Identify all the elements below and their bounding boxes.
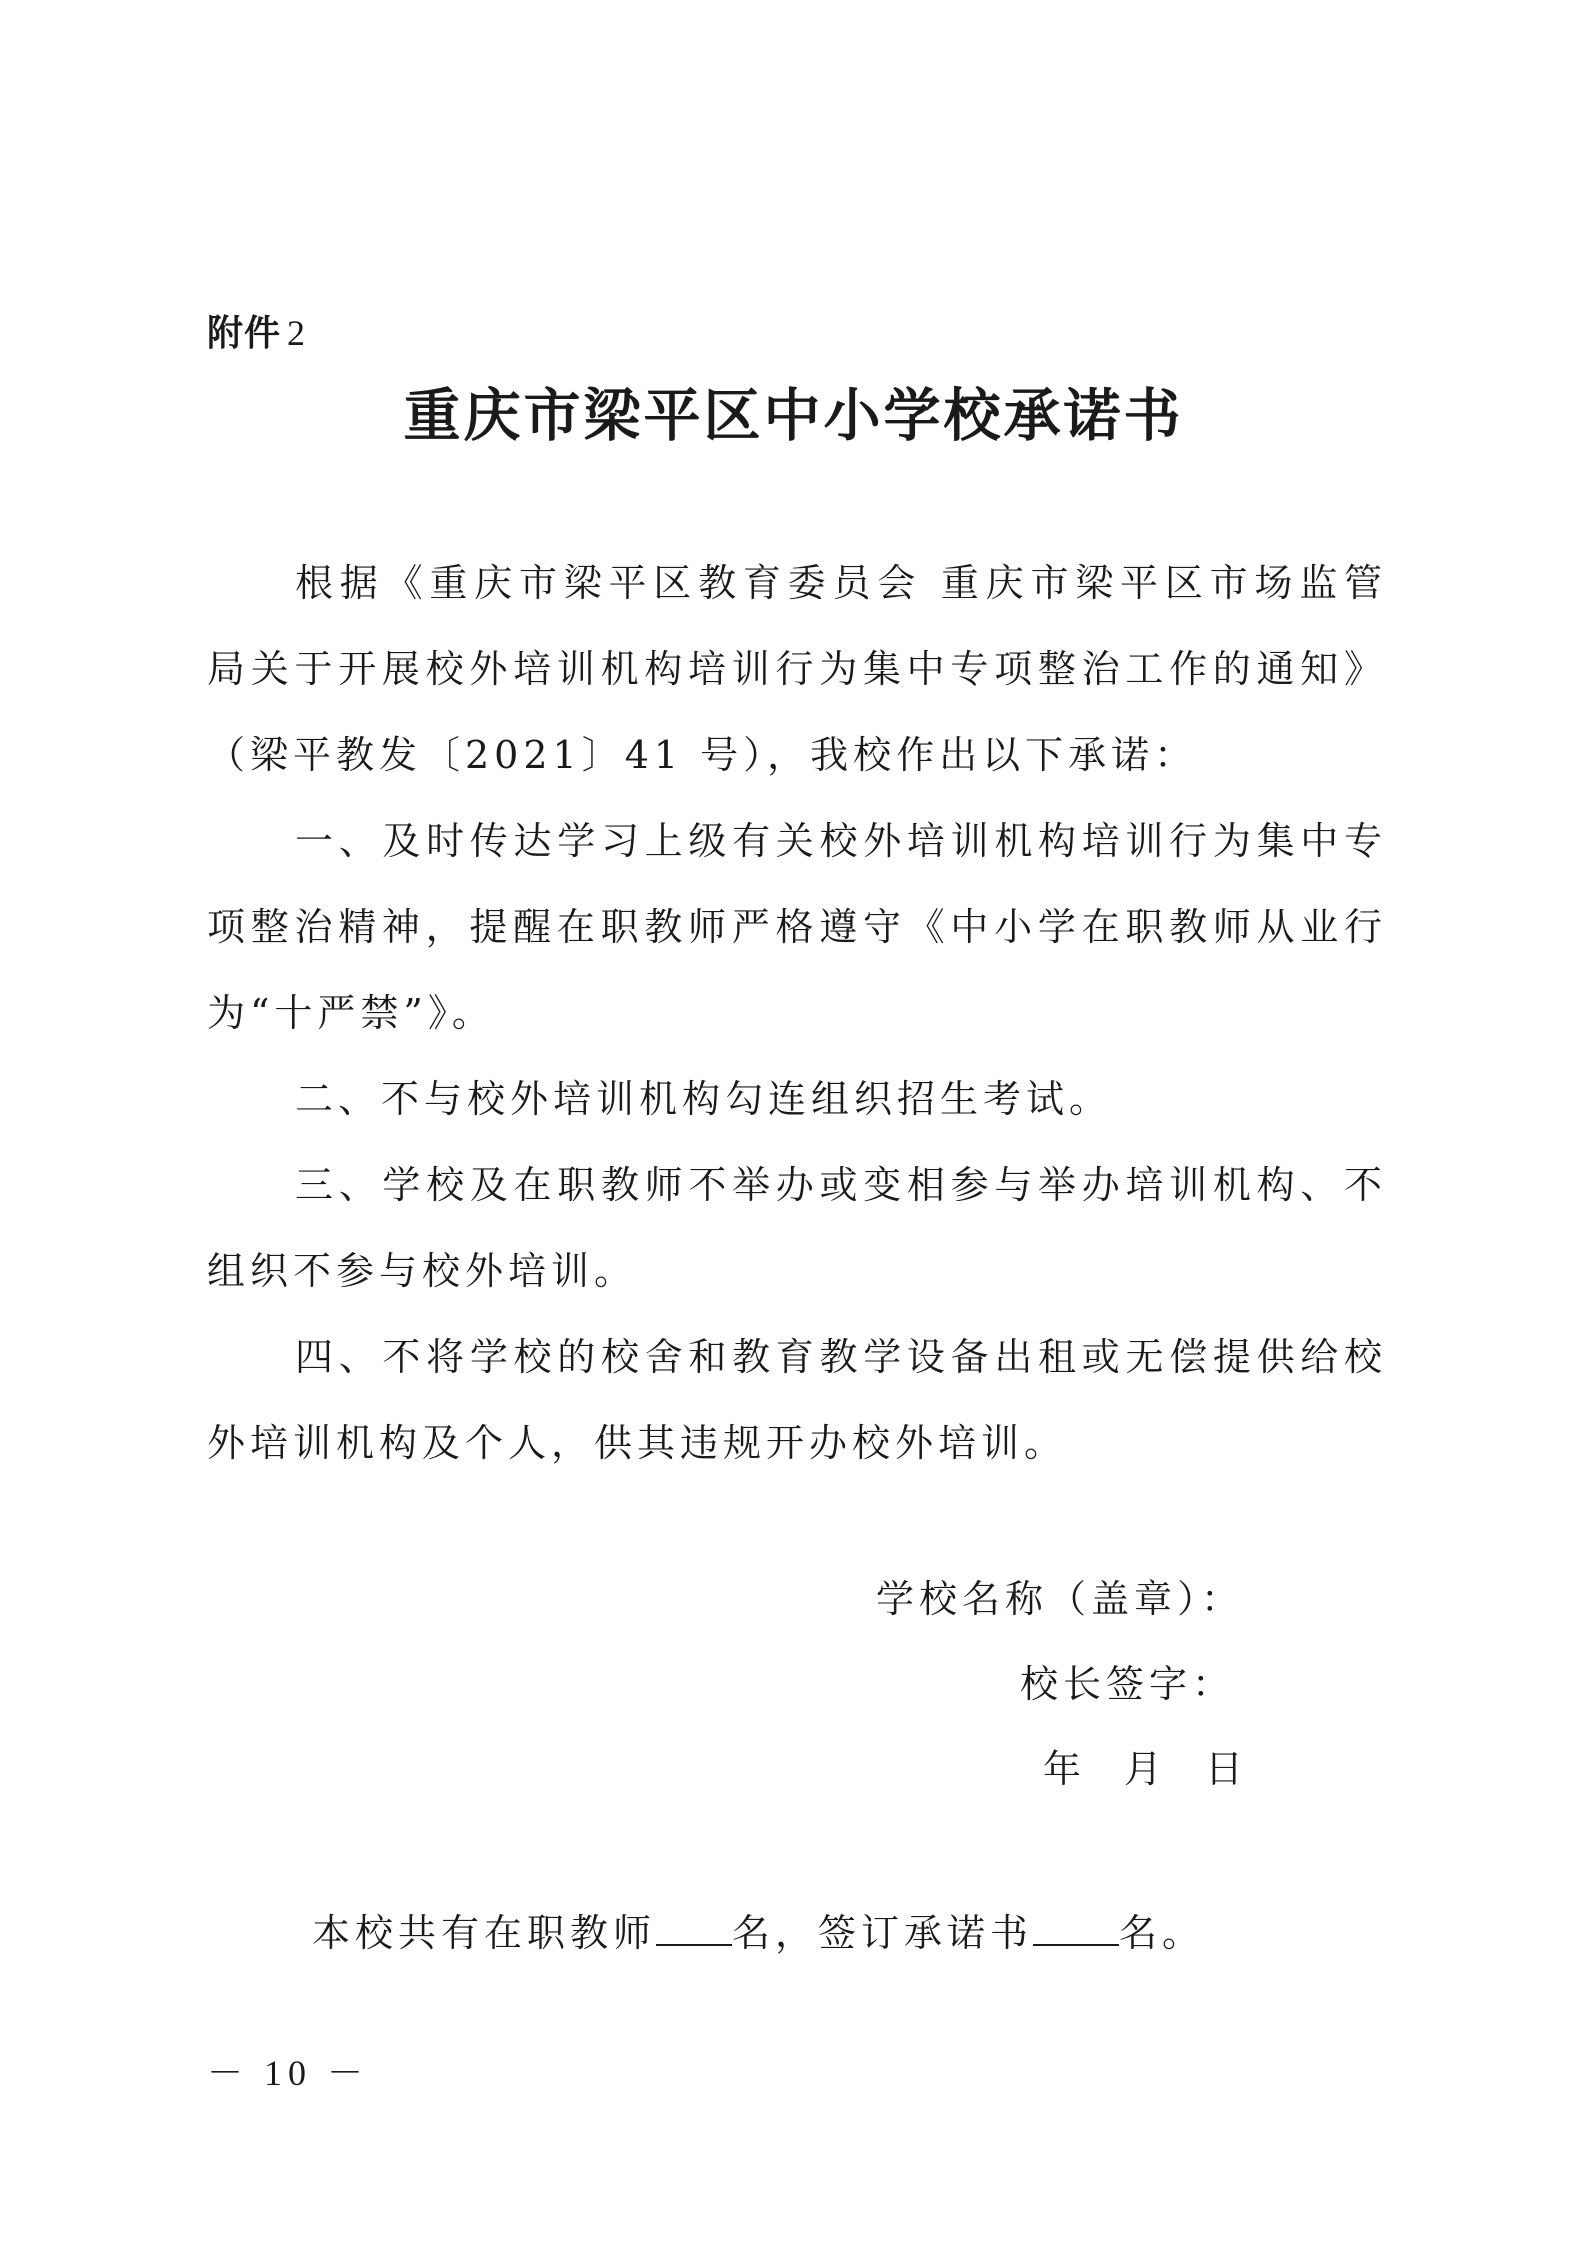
document-title: 重庆市梁平区中小学校承诺书: [403, 382, 1184, 449]
count-text-2: 名，签订承诺书: [732, 1911, 1034, 1955]
attachment-label: [207, 305, 306, 356]
teacher-count-line: [312, 1902, 1205, 1957]
intro-paragraph: 根据《重庆市梁平区教育委员会 重庆市梁平区市场监管局关于开展校外培训机构培训行为集中专项整治工作的通知》（梁平教发〔2021〕41 号），我校作出以下承诺：: [207, 561, 1387, 777]
count-text-3: 名。: [1119, 1911, 1206, 1955]
day-label: 日: [1205, 1747, 1249, 1791]
school-name-field: 学校名称（盖章）：: [876, 1577, 1245, 1621]
teacher-count-blank: [656, 1914, 732, 1946]
commitment-4: 四、不将学校的校舍和教育教学设备出租或无偿提供给校外培训机构及个人，供其违规开办校外培训。: [207, 1335, 1387, 1465]
date-field: [1043, 1738, 1286, 1793]
count-text-1: 本校共有在职教师: [312, 1911, 657, 1955]
commitment-3: 三、学校及在职教师不举办或变相参与举办培训机构、不组织不参与校外培训。: [207, 1163, 1387, 1293]
signed-count-blank: [1033, 1914, 1119, 1946]
attachment-text: 附件: [207, 313, 282, 354]
year-label: 年: [1043, 1747, 1087, 1791]
commitment-1: 一、及时传达学习上级有关校外培训机构培训行为集中专项整治精神，提醒在职教师严格遵守《中小学在职教师从业行为“十严禁”》。: [207, 819, 1387, 1035]
month-label: 月: [1124, 1747, 1168, 1791]
attachment-number: 2: [287, 313, 307, 353]
document-body: [207, 540, 1387, 1486]
commitment-2: 二、不与校外培训机构勾连组织招生考试。: [295, 1077, 1113, 1121]
principal-signature-field: 校长签字：: [1020, 1662, 1236, 1706]
page-number: － 10 －: [207, 2053, 370, 2093]
